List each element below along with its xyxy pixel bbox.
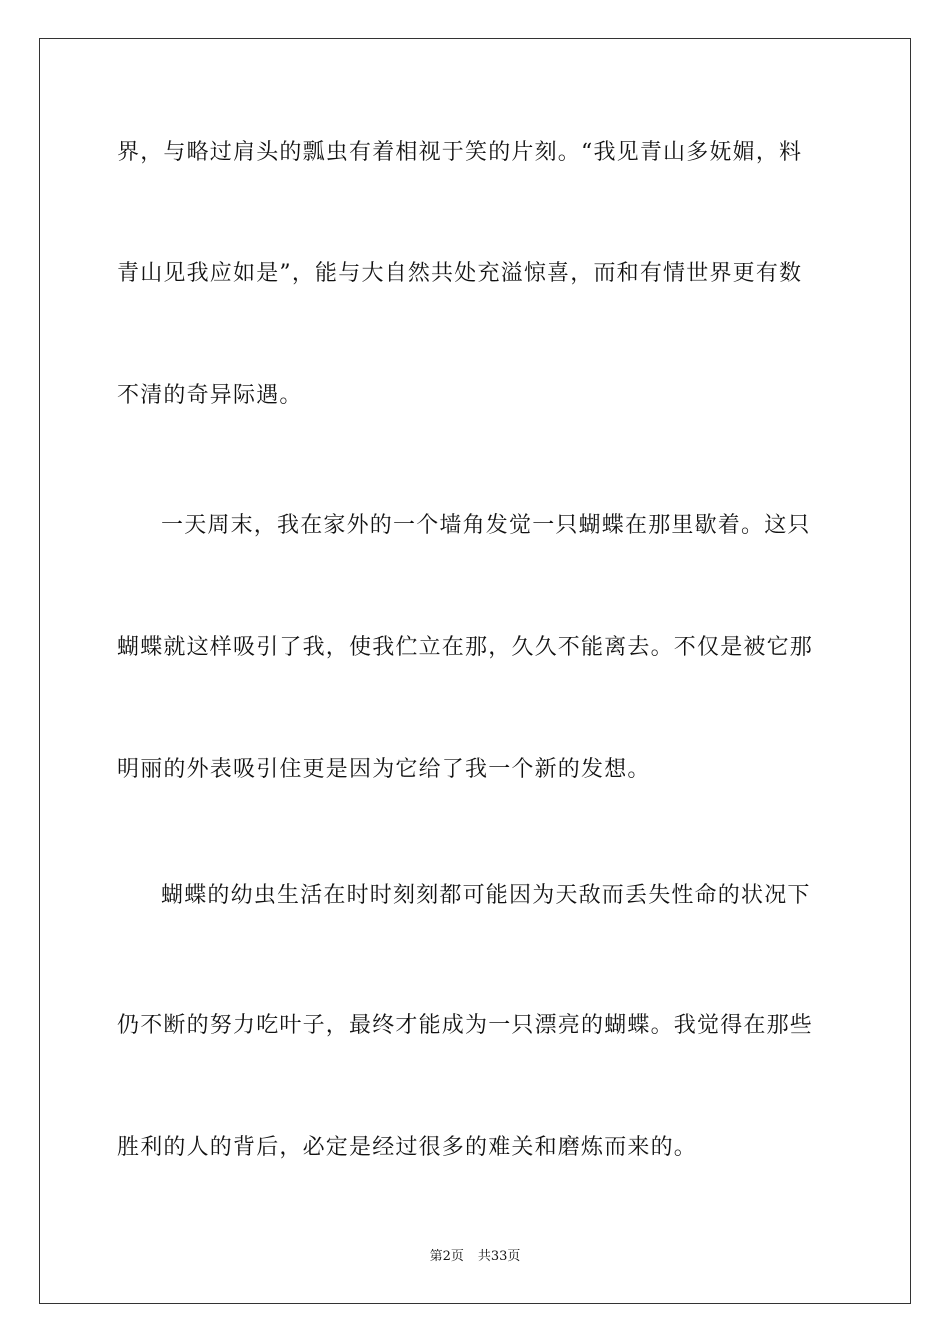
paragraph-line: 青山见我应如是”，能与大自然共处充溢惊喜，而和有情世界更有数 bbox=[117, 261, 803, 286]
paragraph-line: 仍不断的努力吃叶子，最终才能成为一只漂亮的蝴蝶。我觉得在那些 bbox=[117, 1013, 814, 1038]
page-border bbox=[39, 38, 911, 1304]
page-footer bbox=[0, 1248, 950, 1266]
paragraph-line: 蝴蝶就这样吸引了我，使我伫立在那，久久不能离去。不仅是被它那 bbox=[117, 635, 814, 660]
paragraph-line: 一天周末，我在家外的一个墙角发觉一只蝴蝶在那里歇着。这只 bbox=[161, 513, 811, 538]
paragraph-line: 明丽的外表吸引住更是因为它给了我一个新的发想。 bbox=[117, 757, 651, 782]
paragraph-line: 不清的奇异际遇。 bbox=[117, 383, 303, 408]
page-number: 第2页 bbox=[429, 1249, 464, 1264]
paragraph-line: 胜利的人的背后，必定是经过很多的难关和磨炼而来的。 bbox=[117, 1135, 698, 1160]
page-total: 共33页 bbox=[477, 1249, 521, 1264]
paragraph-line: 蝴蝶的幼虫生活在时时刻刻都可能因为天敌而丢失性命的状况下 bbox=[161, 883, 811, 908]
paragraph-line: 界，与略过肩头的瓢虫有着相视于笑的片刻。“我见青山多妩媚，料 bbox=[117, 140, 803, 165]
